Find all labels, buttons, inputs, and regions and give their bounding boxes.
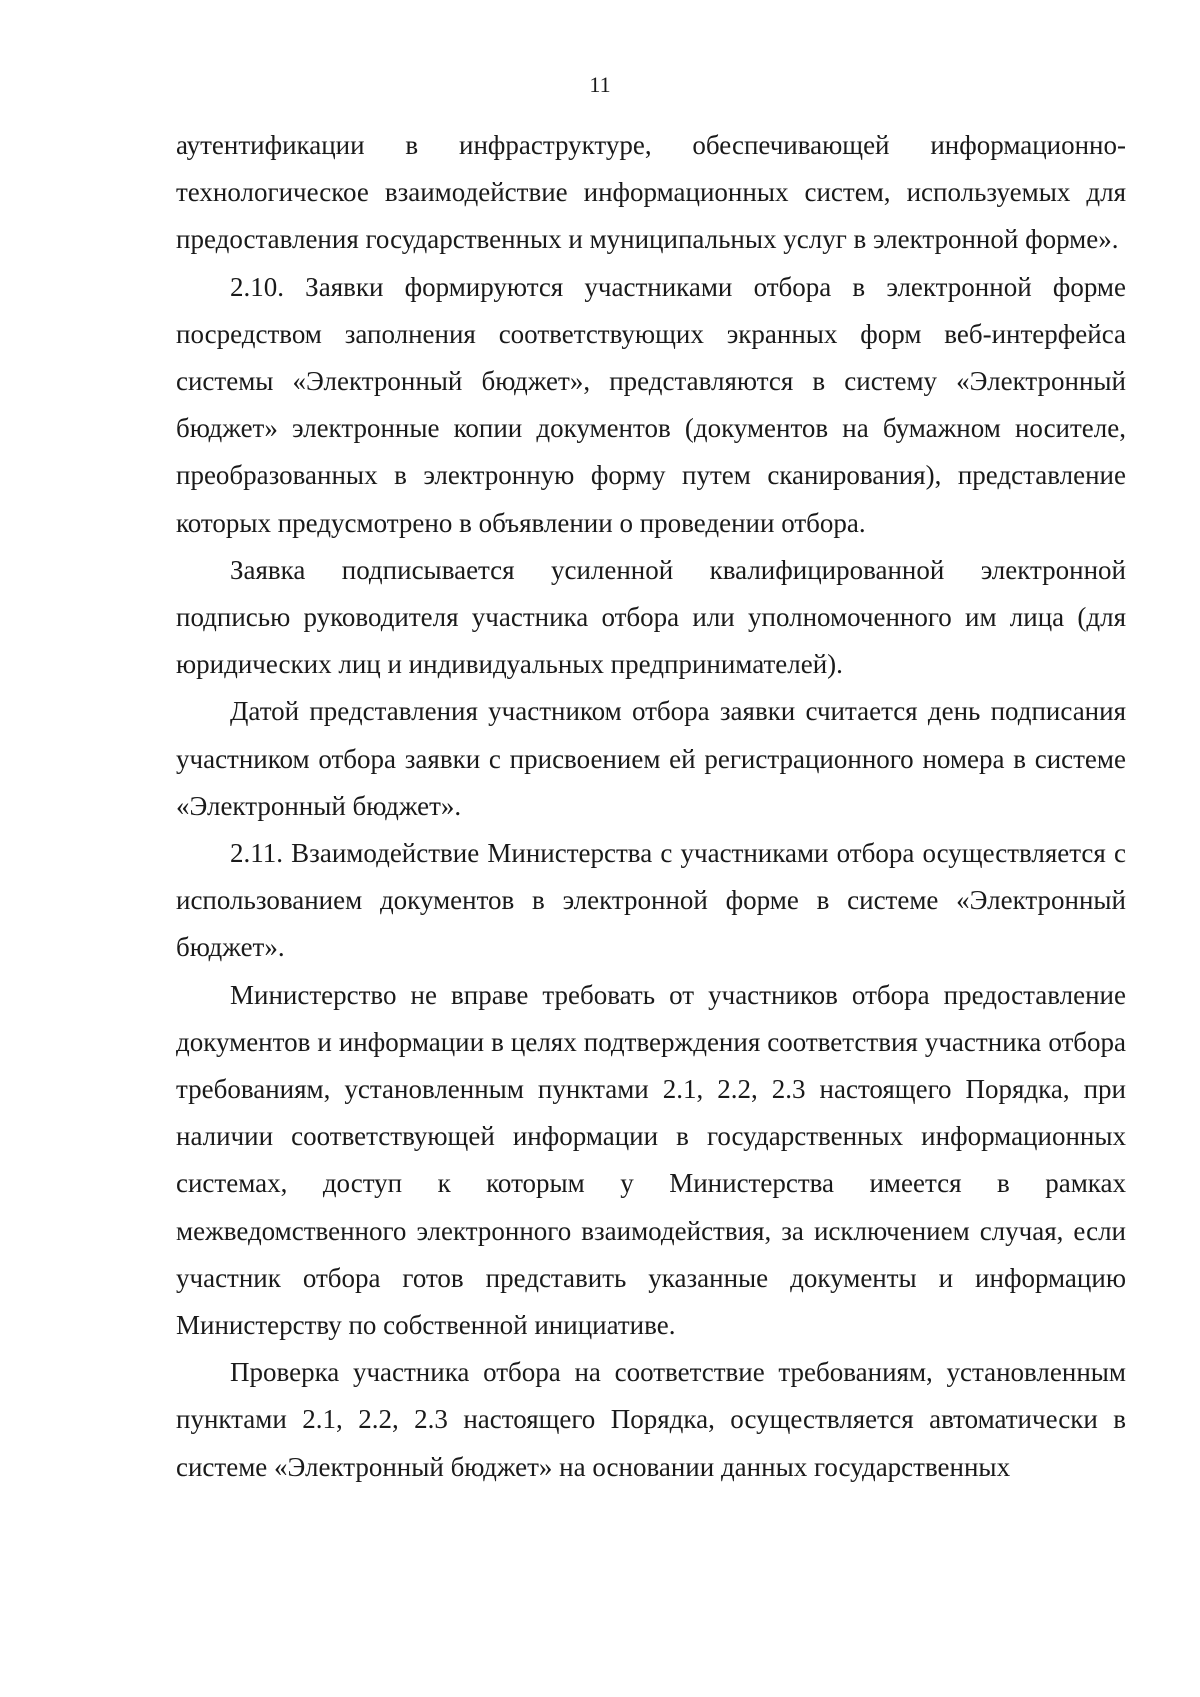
- paragraph-authentication-continuation: аутентификации в инфраструктуре, обеспечивающей информационно-технологическое взаимодействие информационных систем, используемых для предоставления государственных и муниципальных услуг в электронной форме».: [176, 130, 1126, 255]
- paragraph-2-11-interaction: 2.11. Взаимодействие Министерства с участниками отбора осуществляется с использованием документов в электронной форме в системе «Электронный бюджет».: [176, 838, 1126, 963]
- paragraph-ministry-restrictions: Министерство не вправе требовать от участников отбора предоставление документов и информации в целях подтверждения соответствия участника отбора требованиям, установленным пунктами 2.1, 2.2, 2.3 настоящего Порядка, при наличии соответствующей информации в государственных информационных системах, доступ к которым у Министерства имеется в рамках межведомственного электронного взаимодействия, за исключением случая, если участник отбора готов представить указанные документы и информацию Министерству по собственной инициативе.: [176, 979, 1126, 1341]
- page-number: 11: [589, 72, 611, 97]
- paragraph-submission-date: Датой представления участником отбора заявки считается день подписания участником отбора заявки с присвоением ей регистрационного номера в системе «Электронный бюджет».: [176, 696, 1126, 821]
- paragraph-automatic-check: Проверка участника отбора на соответствие требованиям, установленным пунктами 2.1, 2.2, 2.3 настоящего Порядка, осуществляется автоматически в системе «Электронный бюджет» на основании данных государственных: [176, 1357, 1126, 1482]
- paragraph-application-signature: Заявка подписывается усиленной квалифицированной электронной подписью руководителя участника отбора или уполномоченного им лица (для юридических лиц и индивидуальных предпринимателей).: [176, 554, 1126, 680]
- paragraph-2-10-applications: 2.10. Заявки формируются участниками отбора в электронной форме посредством заполнения соответствующих экранных форм веб-интерфейса системы «Электронный бюджет», представляются в систему «Электронный бюджет» электронные копии документов (документов на бумажном носителе, преобразованных в электронную форму путем сканирования), представление которых предусмотрено в объявлении о проведении отбора.: [176, 271, 1126, 538]
- document-body: [176, 122, 1126, 1491]
